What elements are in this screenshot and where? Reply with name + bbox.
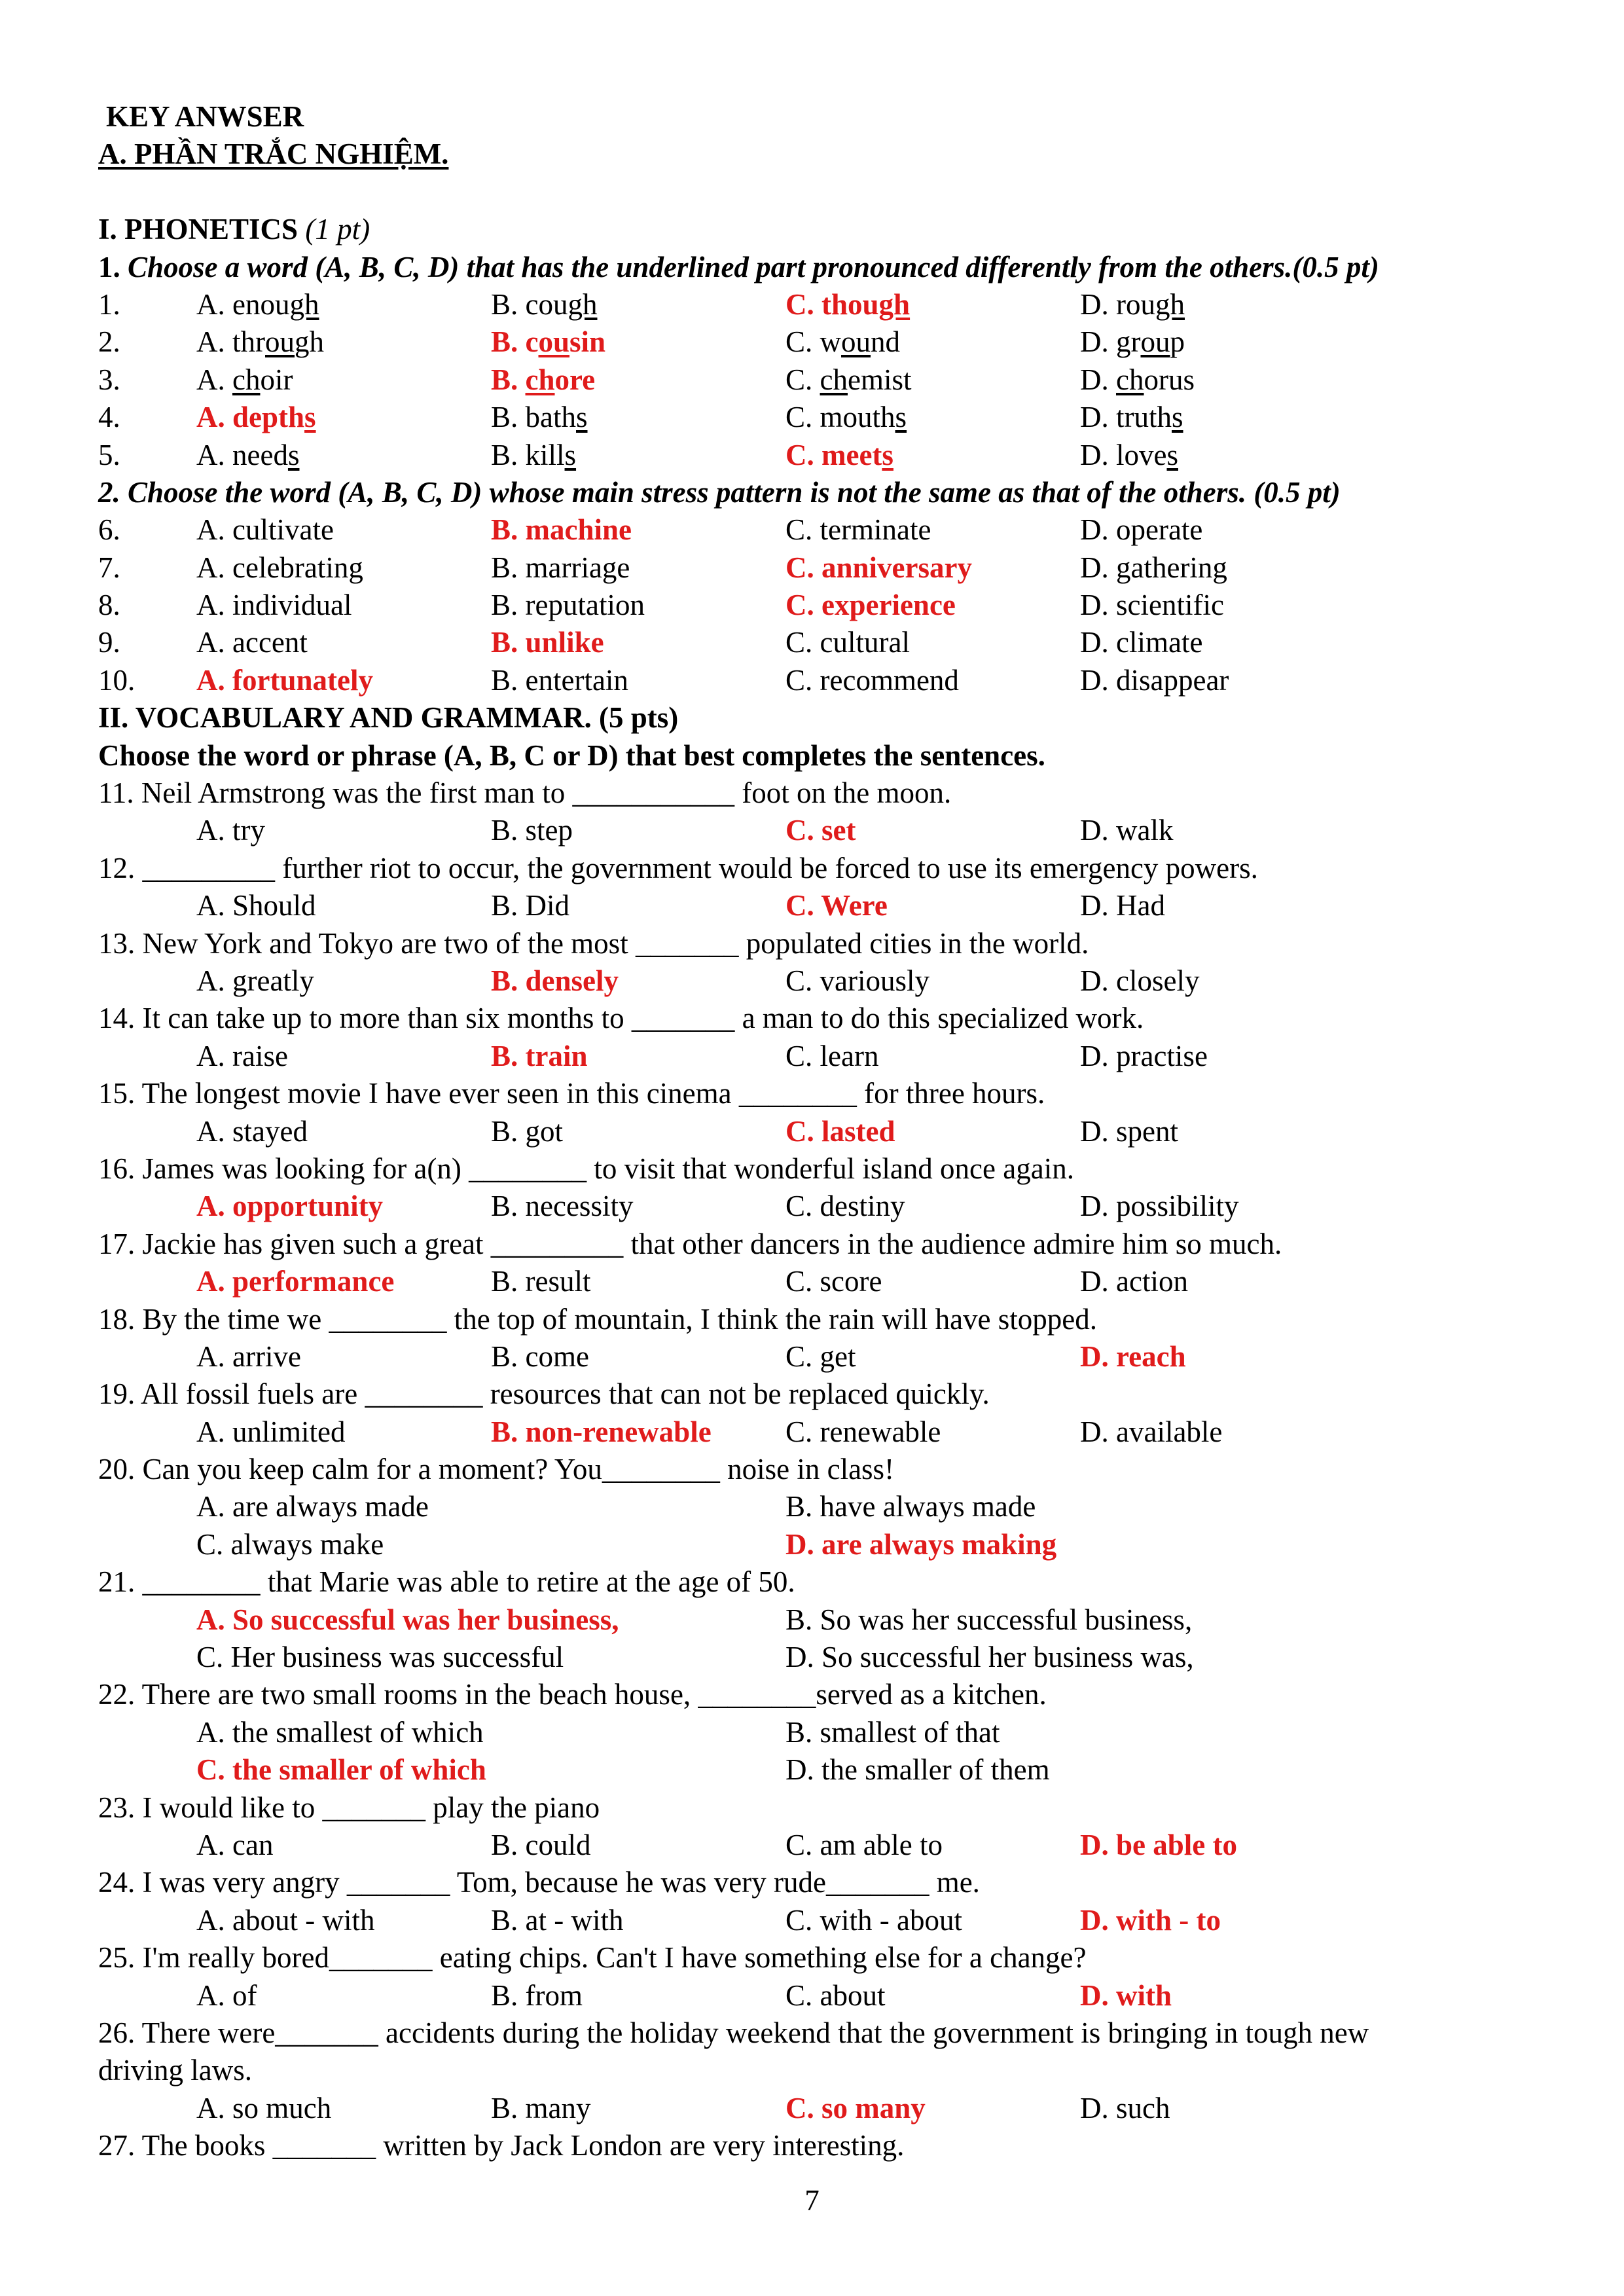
answer-option: B. necessity [491,1190,634,1223]
answer-option: A. accent [196,626,308,659]
option-text: emist [848,363,912,396]
option-row [98,812,1538,849]
answer-option: C. lasted [785,1114,895,1148]
answer-option [491,286,598,323]
option-row [98,1338,1538,1376]
underlined-part: ou [841,325,871,359]
underlined-part: ch [525,363,555,396]
answer-option: C. score [785,1265,882,1298]
answer-option: D. reach [1080,1339,1186,1373]
option-row [98,1714,1538,1751]
answer-option: D. Had [1080,889,1165,922]
question-number: 3. [98,363,120,396]
question-text: 21. ________ that Marie was able to retire at the age of 50. [98,1565,795,1599]
option-text: D. gr [1080,325,1141,359]
question-row [98,624,1538,661]
answer-option: D. closely [1080,964,1200,997]
answer-option: D. operate [1080,513,1203,547]
answer-option: D. practise [1080,1039,1208,1072]
answer-option [491,361,595,399]
answer-option: D. with - to [1080,1903,1221,1937]
underlined-part: s [287,438,300,471]
option-text: B. kill [491,438,565,471]
question-text: 11. Neil Armstrong was the first man to ___________ foot on the moon. [98,776,952,810]
option-text: sin [569,325,606,359]
vocabulary-questions-2 [98,1789,1538,2014]
answer-option: A. can [196,1828,274,1861]
option-text: A. [196,363,232,396]
answer-option: A. about - with [196,1903,375,1937]
option-text: B. c [491,325,539,359]
underlined-part: ch [820,363,848,396]
option-text: p [1170,325,1185,359]
underlined-part: s [564,438,577,471]
question-text: 12. _________ further riot to occur, the government would be forced to use its emergency powers. [98,851,1258,884]
answer-option: C. am able to [785,1828,943,1861]
answer-option: A. Should [196,889,316,922]
vocabulary-heading: II. VOCABULARY AND GRAMMAR. (5 pts) [98,701,679,735]
underlined-part: gh [1155,287,1185,321]
option-text: A. thr [196,325,265,359]
answer-option: C. get [785,1339,856,1373]
option-text: C. thou [785,287,879,321]
answer-option [785,286,910,323]
answer-option [785,323,900,361]
underlined-part: s [1172,401,1183,434]
answer-option: A. try [196,814,265,847]
underlined-part: gh [289,287,319,321]
option-text: C. meet [785,438,882,471]
answer-option: C. Her business was successful [196,1641,564,1674]
option-text: orus [1144,363,1195,396]
answer-option: D. spent [1080,1114,1178,1148]
answer-option [785,399,907,436]
answer-option: B. So was her successful business, [785,1603,1193,1636]
answer-option: B. reputation [491,589,645,622]
underlined-part: s [576,401,588,434]
answer-option: B. could [491,1828,591,1861]
answer-option [196,361,293,399]
answer-option: A. opportunity [196,1190,384,1223]
question-number: 9. [98,626,120,659]
underlined-part: ch [1116,363,1144,396]
answer-option: D. possibility [1080,1190,1239,1223]
option-row [98,1188,1538,1225]
option-text: A. need [196,438,288,471]
option-row [98,1902,1538,1939]
question-number: 5. [98,438,120,471]
answer-option [1080,361,1195,399]
answer-option: B. train [491,1039,588,1072]
question-text: 13. New York and Tokyo are two of the most _______ populated cities in the world. [98,926,1089,960]
option-text: A. depth [196,401,305,434]
vocabulary-questions [98,774,1538,1451]
answer-option: C. set [785,814,856,847]
option-row [98,1751,1538,1789]
question-text: 18. By the time we ________ the top of mountain, I think the rain will have stopped. [98,1302,1098,1336]
question-text: driving laws. [98,2054,252,2087]
option-text: B. cou [491,287,568,321]
answer-option: C. learn [785,1039,879,1072]
answer-option: B. come [491,1339,589,1373]
answer-option: A. arrive [196,1339,301,1373]
option-row [98,1827,1538,1864]
answer-option: A. So successful was her business, [196,1603,619,1636]
answer-option [196,437,299,474]
answer-option: D. So successful her business was, [785,1641,1194,1674]
answer-option: A. individual [196,589,352,622]
underlined-part: s [895,401,907,434]
option-row [98,1488,1538,1525]
answer-option: B. Did [491,889,570,922]
question-number: 8. [98,589,120,622]
answer-option: B. step [491,814,573,847]
underlined-part: gh [568,287,598,321]
answer-option [1080,399,1183,436]
answer-option [785,361,912,399]
phonetics-instruction-1: 1. Choose a word (A, B, C, D) that has the underlined part pronounced differently from the others.(0.5 pt) [98,250,1379,283]
stress-questions [98,511,1538,699]
answer-option: C. about [785,1978,886,2012]
option-row [98,2090,1538,2127]
option-row [98,1113,1538,1150]
answer-option: D. action [1080,1265,1188,1298]
option-row [98,1038,1538,1075]
answer-option: B. densely [491,964,619,997]
answer-option: A. of [196,1978,257,2012]
answer-option: D. be able to [1080,1828,1237,1861]
answer-option [491,437,576,474]
option-row [98,1601,1538,1639]
answer-option: A. fortunately [196,663,373,697]
answer-option: C. terminate [785,513,931,547]
answer-option: D. gathering [1080,551,1227,584]
page-number: 7 [804,2184,820,2217]
answer-option: D. walk [1080,814,1174,847]
answer-option: A. raise [196,1039,288,1072]
answer-option: B. non-renewable [491,1415,712,1448]
option-row [98,962,1538,1000]
question-text: 19. All fossil fuels are ________ resources that can not be replaced quickly. [98,1377,990,1411]
answer-option: C. cultural [785,626,910,659]
answer-option [491,323,605,361]
option-row [98,1977,1538,2014]
option-row [98,1639,1538,1676]
underlined-part: s [882,438,893,471]
answer-key-document [98,98,1538,2164]
answer-option: A. so much [196,2091,332,2124]
two-column-questions [98,1451,1538,1789]
question-row [98,511,1538,549]
question-row [98,399,1538,436]
answer-option: C. variously [785,964,929,997]
answer-option: B. marriage [491,551,630,584]
question-row [98,437,1538,474]
answer-option [196,399,316,436]
answer-option: A. stayed [196,1114,308,1148]
option-row [98,1413,1538,1451]
answer-option: B. machine [491,513,632,547]
question-row [98,662,1538,699]
question-text: 23. I would like to _______ play the piano [98,1791,600,1824]
option-text: C. mouth [785,401,895,434]
option-text: D. rou [1080,287,1155,321]
option-text: nd [871,325,901,359]
option-text: B. [491,363,526,396]
answer-option: B. got [491,1114,564,1148]
phonetics-instruction-2: 2. Choose the word (A, B, C, D) whose main stress pattern is not the same as that of the others. (0.5 pt) [98,475,1341,509]
answer-option: A. unlimited [196,1415,346,1448]
phonetics-questions [98,286,1538,474]
option-text: D. love [1080,438,1167,471]
answer-option: B. result [491,1265,591,1298]
answer-option: D. with [1080,1978,1172,2012]
underlined-part: ou [538,325,570,359]
underlined-part: s [1166,438,1178,471]
answer-option: D. scientific [1080,589,1224,622]
underlined-part: s [304,401,316,434]
option-text: ore [554,363,596,396]
question-row [98,286,1538,323]
question-text: 26. There were_______ accidents during the holiday weekend that the government is bringing in tough new [98,2016,1369,2049]
question-text: 14. It can take up to more than six months to _______ a man to do this specialized work. [98,1002,1144,1035]
answer-option: B. from [491,1978,583,2012]
answer-option: C. renewable [785,1415,941,1448]
answer-option [1080,323,1185,361]
question-row [98,323,1538,361]
question-text: 17. Jackie has given such a great _________ that other dancers in the audience admire him so much. [98,1227,1282,1260]
answer-option: A. the smallest of which [196,1715,484,1749]
answer-option: A. celebrating [196,551,363,584]
answer-option: B. many [491,2091,591,2124]
question-text: 25. I'm really bored_______ eating chips. Can't I have something else for a change? [98,1941,1087,1975]
answer-option [196,286,319,323]
question-text: 15. The longest movie I have ever seen in this cinema ________ for three hours. [98,1077,1045,1110]
answer-option [1080,437,1178,474]
answer-option: B. unlike [491,626,604,659]
answer-option: C. the smaller of which [196,1753,486,1787]
underlined-part: ou [265,325,295,359]
underlined-part: ch [232,363,261,396]
question-row [98,549,1538,587]
answer-option: C. Were [785,889,888,922]
spacer [98,173,1538,211]
answer-option: C. always make [196,1527,384,1561]
option-row [98,1263,1538,1300]
option-row [98,1526,1538,1563]
question-text: 27. The books _______ written by Jack London are very interesting. [98,2129,905,2162]
question-number: 2. [98,325,120,359]
option-text: C. w [785,325,842,359]
answer-option: B. have always made [785,1490,1036,1523]
question-row [98,361,1538,399]
document-title: KEY ANWSER [106,100,304,133]
vocabulary-instruction: Choose the word or phrase (A, B, C or D) that best completes the sentences. [98,738,1045,772]
answer-option: B. smallest of that [785,1715,1000,1749]
answer-option: D. such [1080,2091,1170,2124]
option-text: C. [785,363,820,396]
option-text: B. bath [491,401,576,434]
option-row [98,887,1538,924]
question-number: 6. [98,513,120,547]
answer-option: B. entertain [491,663,628,697]
phonetics-heading: I. PHONETICS (1 pt) [98,213,370,246]
answer-option: A. performance [196,1265,395,1298]
option-text: oir [260,363,293,396]
answer-option: A. cultivate [196,513,334,547]
answer-option [196,323,324,361]
answer-option: D. climate [1080,626,1203,659]
question-number: 4. [98,401,120,434]
answer-option: B. at - with [491,1903,624,1937]
question-text: 22. There are two small rooms in the beach house, ________served as a kitchen. [98,1678,1047,1711]
answer-option: D. available [1080,1415,1223,1448]
answer-option [1080,286,1185,323]
answer-option: A. are always made [196,1490,429,1523]
answer-option: C. anniversary [785,551,972,584]
answer-option: C. destiny [785,1190,905,1223]
question-text: 24. I was very angry _______ Tom, because he was very rude_______ me. [98,1866,980,1899]
question-number: 7. [98,551,120,584]
answer-option [491,399,588,436]
option-text: gh [295,325,324,359]
answer-option [785,437,893,474]
question-row [98,587,1538,624]
option-text: D. [1080,363,1116,396]
answer-option: C. recommend [785,663,959,697]
part-a-heading: A. PHẦN TRẮC NGHIỆM. [98,137,449,171]
option-text: A. enou [196,287,290,321]
answer-option: D. disappear [1080,663,1229,697]
option-text: D. truth [1080,401,1172,434]
answer-option: D. are always making [785,1527,1057,1561]
question-number: 10. [98,663,135,697]
underlined-part: gh [878,287,911,321]
answer-option: A. greatly [196,964,314,997]
question-text: 16. James was looking for a(n) ________ to visit that wonderful island once again. [98,1152,1074,1185]
answer-option: C. with - about [785,1903,962,1937]
answer-option: C. experience [785,589,956,622]
question-text: 20. Can you keep calm for a moment? You________ noise in class! [98,1453,895,1486]
question-number: 1. [98,287,120,321]
answer-option: D. the smaller of them [785,1753,1050,1787]
underlined-part: ou [1140,325,1170,359]
answer-option: C. so many [785,2091,926,2124]
